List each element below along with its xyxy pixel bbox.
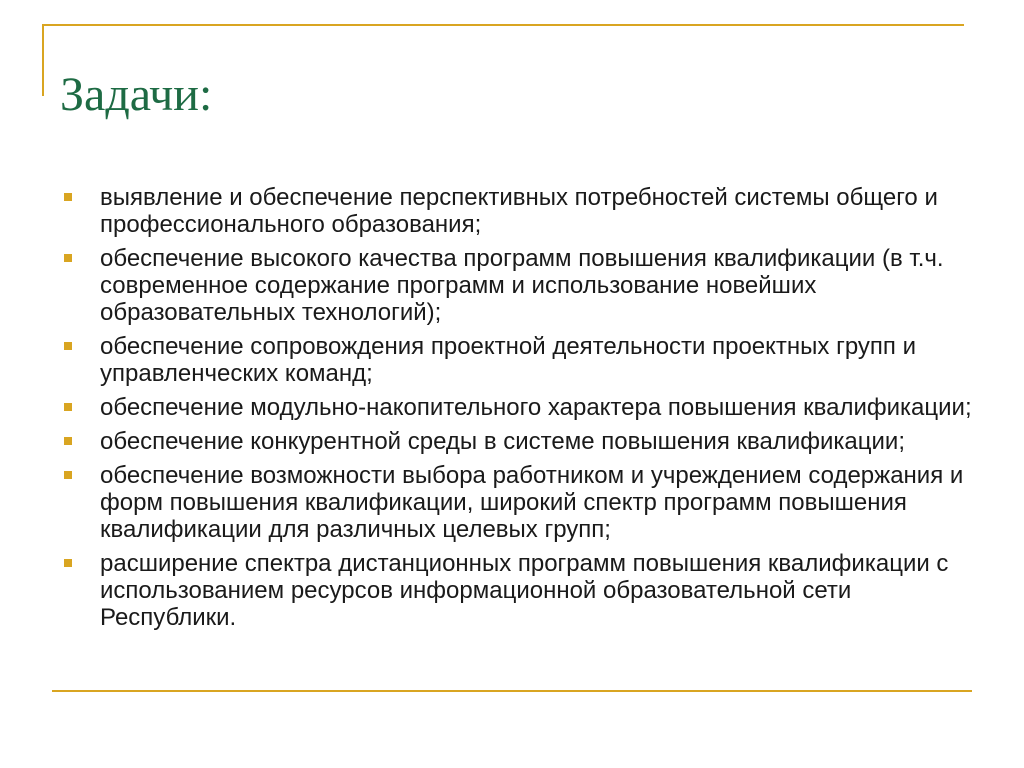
frame-left-line <box>42 24 44 96</box>
square-bullet-icon <box>64 559 72 567</box>
list-item-text: обеспечение модульно-накопительного характера повышения квалификации; <box>100 394 972 421</box>
list-item <box>62 245 972 326</box>
list-item <box>62 428 972 455</box>
frame-top-line <box>42 24 964 26</box>
square-bullet-icon <box>64 254 72 262</box>
list-item-text: выявление и обеспечение перспективных потребностей системы общего и профессионального образования; <box>100 184 938 238</box>
list-item <box>62 394 972 421</box>
frame-bottom-line <box>52 690 972 692</box>
list-item-text: обеспечение сопровождения проектной деятельности проектных групп и управленческих команд; <box>100 333 916 387</box>
list-item-text: обеспечение высокого качества программ повышения квалификации (в т.ч. современное содержание программ и использование новейших образовательных технологий); <box>100 245 944 326</box>
square-bullet-icon <box>64 437 72 445</box>
list-item <box>62 462 972 543</box>
list-item-text: расширение спектра дистанционных программ повышения квалификации с использованием ресурсов информационной образовательной сети Республики. <box>100 550 949 631</box>
square-bullet-icon <box>64 342 72 350</box>
list-item <box>62 184 972 238</box>
task-list <box>62 184 972 638</box>
list-item-text: обеспечение конкурентной среды в системе повышения квалификации; <box>100 428 905 455</box>
list-item-text: обеспечение возможности выбора работником и учреждением содержания и форм повышения квалификации, широкий спектр программ повышения квалификации для различных целевых групп; <box>100 462 964 543</box>
slide-title: Задачи: <box>60 68 213 121</box>
square-bullet-icon <box>64 471 72 479</box>
square-bullet-icon <box>64 403 72 411</box>
list-item <box>62 333 972 387</box>
square-bullet-icon <box>64 193 72 201</box>
list-item <box>62 550 972 631</box>
